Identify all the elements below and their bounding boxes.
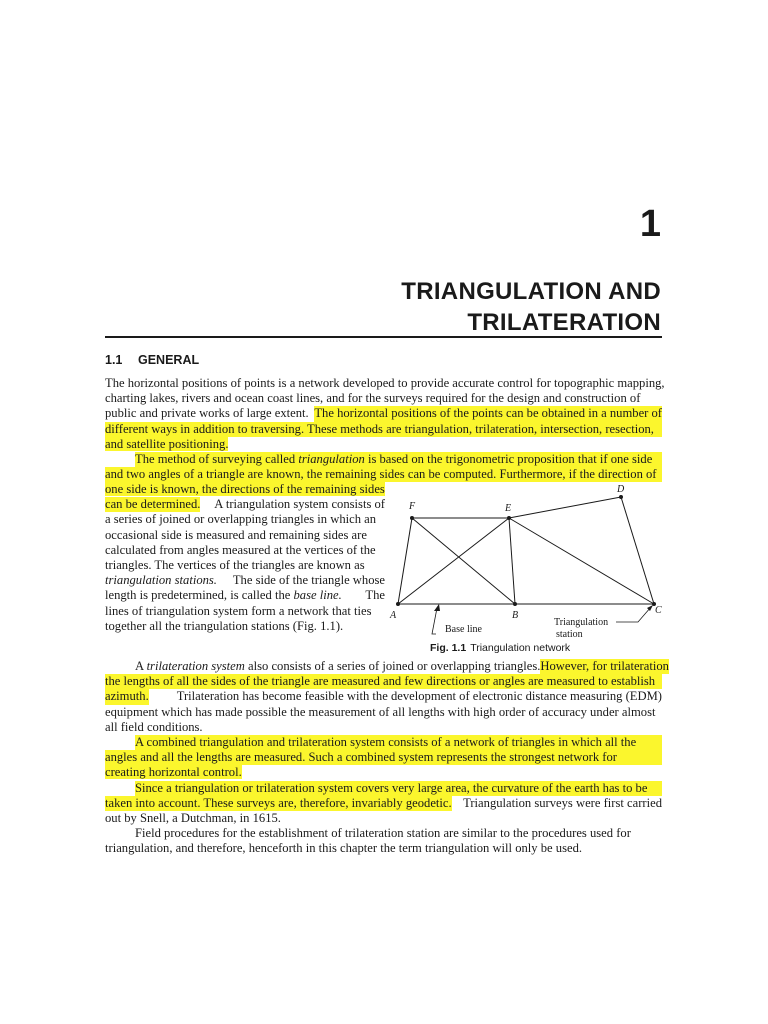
station-b-dot	[513, 602, 517, 606]
p4-line-1	[105, 735, 662, 750]
station-dots	[396, 495, 656, 606]
line-d-c	[621, 497, 654, 604]
chapter-title-line-2: TRILATERATION	[467, 309, 661, 336]
p4-highlight-2: angles and all the lengths are measured. Such a combined system represents the strongest network for	[105, 750, 662, 765]
p2-line-5: a series of joined or overlapping triangles in which an	[105, 512, 377, 527]
paragraph-2-column	[105, 482, 385, 634]
paragraph-3	[105, 659, 669, 735]
chapter-title-line-1: TRIANGULATION AND	[401, 278, 661, 305]
station-f-dot	[410, 516, 414, 520]
paragraph-4	[105, 735, 662, 781]
p1-highlight-3: and satellite positioning.	[105, 436, 229, 451]
label-b: B	[512, 610, 519, 621]
chapter-number: 1	[639, 203, 661, 245]
p1-highlight-1: The horizontal positions of the points can be obtained in a number of	[314, 406, 662, 421]
p6-line-2: triangulation, and therefore, henceforth in this chapter the term triangulation will only be used.	[105, 841, 583, 856]
station-d-dot	[619, 495, 623, 499]
p5-line-1	[105, 781, 662, 796]
station-leader	[616, 607, 651, 622]
p2-highlight-4: can be determined.	[105, 497, 201, 512]
p2-line-8: triangles. The vertices of the triangles are known as	[105, 558, 365, 573]
p2-line-1	[105, 452, 662, 467]
figure-caption	[430, 642, 570, 654]
station-callout-line-2: station	[556, 629, 583, 640]
p5-highlight-2: taken into account. These surveys are, therefore, invariably geodetic.	[105, 796, 452, 811]
title-rule	[105, 336, 662, 338]
p3-line-3: azimuth. Trilateration has become feasible with the development of electronic distance measuring (EDM)	[105, 689, 662, 704]
section-title: GENERAL	[138, 353, 200, 367]
p5-line-3: out by Snell, a Dutchman, in 1615.	[105, 811, 281, 826]
p2-highlight-3: one side is known, the directions of the remaining sides	[105, 482, 385, 496]
figure-label: Fig. 1.1	[430, 642, 467, 654]
network-lines	[398, 497, 654, 604]
p4-line-3	[105, 765, 662, 780]
line-e-c	[509, 518, 654, 604]
base-line-leader	[432, 608, 437, 634]
p1-line-5	[105, 437, 662, 452]
station-labels	[389, 484, 662, 621]
label-c: C	[655, 605, 662, 616]
p1-line-4	[105, 422, 662, 437]
p3-highlight-3: azimuth.	[105, 689, 149, 704]
line-e-d	[509, 497, 621, 518]
paragraph-2	[105, 452, 662, 482]
label-e: E	[505, 503, 512, 514]
paragraph-5	[105, 781, 662, 827]
p1-highlight-2: different ways in addition to traversing. These methods are triangulation, trilateration, intersection, resection,	[105, 422, 662, 437]
base-line-arrowhead	[434, 604, 440, 611]
figure-caption-text: Triangulation network	[470, 642, 571, 654]
p6-line-1: Field procedures for the establishment of trilateration station are similar to the procedures used for	[135, 826, 631, 840]
label-a: A	[390, 610, 397, 621]
p5-line-2: taken into account. These surveys are, therefore, invariably geodetic. Triangulation surveys were first carried	[105, 796, 662, 811]
line-a-e	[398, 518, 509, 604]
p2-line-3	[105, 482, 385, 497]
base-line-label: Base line	[445, 624, 482, 635]
line-e-b	[509, 518, 515, 604]
p1-line-3	[105, 406, 662, 421]
p2-line-4: can be determined. A triangulation system consists of	[105, 497, 385, 512]
p4-highlight-1: A combined triangulation and trilateration system consists of a network of triangles in which all the	[135, 735, 662, 750]
p2-line-11: lines of triangulation system form a network that ties	[105, 603, 372, 618]
p3-line-5: all field conditions.	[105, 719, 203, 734]
p2-line-10: length is predetermined, is called the base line. The	[105, 588, 385, 603]
p3-highlight-1: However, for trilateration	[540, 659, 669, 673]
line-a-f	[398, 518, 412, 604]
p3-line-4: equipment which has made possible the measurement of all lengths with high order of accuracy under almost	[105, 704, 656, 719]
triangulation-network-figure	[388, 480, 668, 640]
station-callout-line-1: Triangulation	[554, 617, 609, 628]
p1-line-3a: public and private works of large extent.	[105, 406, 309, 421]
p2-highlight-2: and two angles of a triangle are known, the remaining sides can be computed. Furthermore, if the direction of	[105, 467, 662, 482]
p2-line-9: triangulation stations. The side of the triangle whose	[105, 573, 385, 588]
p2-line-7: calculated from angles measured at the vertices of the	[105, 542, 376, 557]
section-heading	[105, 353, 199, 367]
p2-highlight-1: The method of surveying called triangulation is based on the trigonometric proposition that if one side	[135, 452, 662, 467]
p3-line-2	[105, 674, 662, 689]
p1-line-1: The horizontal positions of points is a network developed to provide accurate control for topographic mapping,	[105, 376, 665, 390]
p4-highlight-3: creating horizontal control.	[105, 765, 242, 780]
p4-line-2	[105, 750, 662, 765]
p3-line-1: A trilateration system also consists of a series of joined or overlapping triangles. However, for trilateration	[135, 659, 669, 673]
p2-line-12: together all the triangulation stations (Fig. 1.1).	[105, 618, 344, 633]
paragraph-1	[105, 376, 665, 452]
station-a-dot	[396, 602, 400, 606]
label-d: D	[617, 484, 625, 495]
p2-line-6: occasional side is measured and remaining sides are	[105, 527, 367, 542]
line-f-b	[412, 518, 515, 604]
p3-highlight-2: the lengths of all the sides of the triangle are measured and few directions or angles are measured to establish	[105, 674, 662, 689]
chapter-title	[401, 276, 661, 338]
label-f: F	[409, 501, 416, 512]
p5-highlight-1: Since a triangulation or trilateration system covers very large area, the curvature of the earth has to be	[135, 781, 662, 796]
p1-line-2: charting lakes, rivers and ocean coast lines, and for the surveys required for the design and construction of	[105, 391, 641, 406]
section-number: 1.1	[105, 353, 123, 367]
paragraph-6	[105, 826, 662, 856]
station-e-dot	[507, 516, 511, 520]
